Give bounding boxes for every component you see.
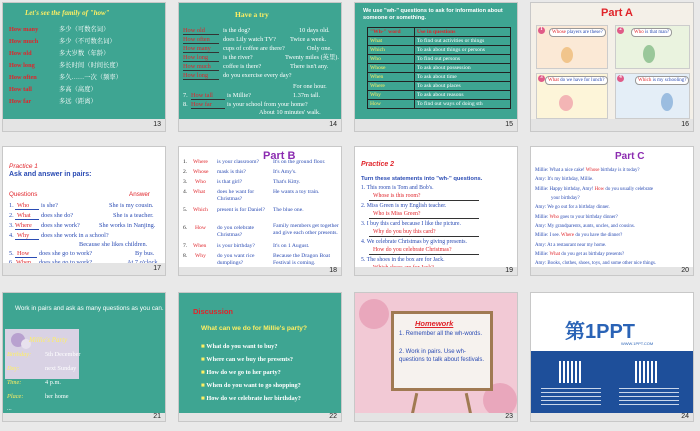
slide-footer (3, 263, 165, 275)
card-title: Millie's Party (29, 336, 68, 344)
answer-blank: Where (193, 159, 208, 165)
slide-footer (531, 119, 693, 131)
question-text: does she work in a school? (41, 232, 109, 239)
slide-number: 20 (681, 267, 689, 274)
slide-footer (355, 413, 517, 421)
table-row: When To ask about time (368, 73, 511, 82)
list-item: ■ Where can we buy the presents? (201, 356, 293, 363)
slide-subtitle: Ask and answer in pairs: (9, 171, 92, 178)
slide-title: Practice 2 (361, 161, 395, 168)
dialogue-line: Amy: My grandparents, aunts, uncles, and cousins. (535, 223, 635, 229)
answer-blank: Why (195, 253, 206, 259)
question-text: does she go to work? (39, 250, 93, 257)
answer-blank: How long (183, 72, 209, 79)
easel-leg (411, 393, 419, 415)
question-text: mask is this? (217, 169, 246, 175)
answer-text: Family members get together and give each other presents. (273, 223, 339, 236)
dialogue-line: Millie: What a nice cake! Whose birthday is it today? (535, 168, 640, 173)
statement-text: 1. This room is Tom and Bob's. (361, 185, 434, 191)
answer-text: Only one. (307, 45, 332, 52)
question-text: present is for Daniel? (217, 207, 265, 213)
slide-title: Let's see the family of "how" (25, 9, 110, 17)
question-text: does he want for Christmas? (217, 189, 255, 202)
statement-text: 2. Miss Green is my English teacher. (361, 203, 447, 209)
answer-blank: Where (15, 222, 32, 229)
question-text: does she work? (41, 222, 80, 229)
answer-text: He wants a toy train. (273, 189, 320, 195)
question-text: is your birthday? (217, 243, 255, 249)
table-row: Whose To ask about possession (368, 64, 511, 73)
answer-text: For one hour. (293, 83, 327, 90)
easel-leg (465, 393, 473, 415)
detail-value: 5th December (45, 351, 81, 358)
detail-key: Birthday: (7, 351, 32, 358)
slide-number: 24 (681, 413, 689, 420)
promo-text-block (619, 387, 679, 405)
slide-intro: We use "wh-" questions to ask for information about someone or something. (363, 8, 503, 21)
question-text: is Millie? (227, 92, 251, 99)
how-row-zh: 多久……一次（频率） (59, 74, 122, 81)
answer-text: Whose is this room? (373, 193, 421, 199)
list-item: ■ How do we celebrate her birthday? (201, 395, 301, 402)
table-row: Who To find out persons (368, 55, 511, 64)
speech-bubble: What do we have for lunch? (545, 76, 608, 85)
list-item: ■ When do you want to go shopping? (201, 382, 301, 389)
detail-key: Time: (7, 379, 22, 386)
promo-text-block (541, 387, 601, 405)
question-text: is the dog? (223, 27, 251, 34)
slide-number: 15 (505, 121, 513, 128)
answer-text: That's Kitty. (273, 179, 301, 185)
slide-intro: Turn these statements into "wh-" questions. (361, 176, 483, 182)
how-row-en: How often (9, 74, 37, 81)
dialogue-line: Millie: What do you get as birthday presents? (535, 251, 625, 257)
dialogue-line: Amy: We go out for a birthday dinner. (535, 205, 610, 211)
list-item: ■ What do you want to buy? (201, 343, 278, 350)
answer-blank: Whose (193, 169, 209, 175)
how-row-en: How tall (9, 86, 32, 93)
slide-subtitle: What can we do for Millie's party? (201, 325, 307, 332)
table-row: Which To ask about things or persons (368, 46, 511, 55)
kid-figure (643, 45, 655, 63)
speech-bubble: Who is that man? (631, 28, 672, 37)
slide-number: 23 (505, 413, 513, 420)
slide-thumbnail-18[interactable]: Part B 1. Where is your classroom? It's on the ground floor. 2. Whose mask is this? It's Amy's. 3. Who is that girl? That's Kitty. 4. What does he want for Christmas? He wants a toy train. 5. Which present is for Daniel? The blue one. 6. How do you celebrate Christmas? Family members get together and give each other presents. 7. When is your birthday? It's on 1 August. 8. Why do you want rice dumplings? Because the Dragon Boat Festival is coming. 18 (178, 146, 342, 276)
answer-text: There isn't any. (290, 63, 329, 70)
logo-url: WWW.1PPT.COM (621, 341, 654, 346)
slide-intro: Work in pairs and ask as many questions as you can. (15, 305, 164, 312)
statement-text: 3. I buy this card because I like the picture. (361, 221, 461, 227)
answer-blank: Why (17, 232, 30, 239)
slide-title: Discussion (193, 307, 234, 316)
answer-blank: Who (17, 202, 30, 209)
dialogue-line: your birthday? (551, 195, 580, 201)
question-text: is your school from your home? (227, 101, 308, 108)
slide-number: 18 (329, 267, 337, 274)
dialogue-line: Amy: It's my birthday, Millie. (535, 177, 594, 183)
slide-title: Part B (263, 150, 296, 162)
speech-bubble: Which is my schooling? (635, 76, 689, 85)
slide-number: 19 (505, 267, 513, 274)
slide-thumbnail-22[interactable] (178, 292, 342, 422)
slide-thumbnail-19[interactable] (354, 146, 518, 276)
column-header: Questions (9, 191, 38, 198)
answer-blank: What (193, 189, 206, 195)
slide-thumbnail-24[interactable] (530, 292, 694, 422)
answer-blank: What (17, 212, 31, 219)
slide-footer (179, 413, 341, 421)
speech-bubble: Whose players are these? (549, 28, 606, 37)
slide-footer (355, 119, 517, 131)
dialogue (535, 166, 693, 268)
how-row-en: How far (9, 98, 32, 105)
list-item: 2. Work in pairs. Use wh-questions to talk about festivals. (399, 349, 485, 363)
table-row: How To find out ways of doing sth (368, 100, 511, 109)
ppt-logo: 第1PPT (565, 321, 636, 343)
answer-blank: When (193, 243, 207, 249)
table-row: Why To ask about reasons (368, 91, 511, 100)
answer-text: Why do you buy this card? (373, 229, 436, 235)
answer-text: It's on the ground floor. (273, 159, 326, 165)
answer-text: It's Amy's. (273, 169, 297, 175)
answer-text: 10 days old. (299, 27, 330, 34)
answer-blank: How often (183, 36, 210, 43)
how-row-zh: 多高（高度） (59, 86, 97, 93)
answer-text: Because the Dragon Boat Festival is coming. (273, 253, 331, 266)
slide-footer (179, 267, 341, 275)
more-ellipsis: ... (7, 405, 12, 412)
answer-blank: How long (183, 54, 209, 61)
answer-blank: How many (183, 45, 211, 52)
table-header: Use in questions (414, 28, 510, 37)
question-text: cups of coffee are there? (223, 45, 285, 52)
answer-blank: Which (193, 207, 208, 213)
qr-code (559, 361, 581, 383)
statement-text: 5. The shoes in the box are for Jack. (361, 257, 445, 263)
slide-footer (3, 119, 165, 131)
slide-footer (531, 413, 693, 421)
question-text: does she do? (41, 212, 74, 219)
answer-text: It's on 1 August. (273, 243, 310, 249)
detail-value: her home (45, 393, 69, 400)
answer-text: Twice a week. (290, 36, 327, 43)
slide-thumbnail-17[interactable]: Practice 1 Ask and answer in pairs: Questions Answer 1. Who is she? She is my cousin. 2. What does she do? She is a teacher. 3. Where does she work? She works in Nanjing. 4. Why does she work in a school? Because she likes children. 5. How does she go to work? By bus. 17 (2, 146, 166, 276)
answer-text: Twenty miles (英里). (285, 54, 339, 61)
kid-figure (559, 95, 573, 111)
slide-footer (3, 413, 165, 421)
how-row-zh: 多少（可数名词） (59, 26, 110, 33)
how-row-zh: 多少（不可数名词） (59, 38, 116, 45)
answer-blank: How (195, 225, 206, 231)
answer-text: Because she likes children. (79, 241, 148, 248)
list-item: 1. Remember all the wh-words. (399, 331, 483, 337)
answer-text: By bus. (135, 250, 155, 257)
answer-blank: How tall (191, 92, 213, 99)
promo-banner (531, 351, 694, 415)
how-row-en: How much (9, 38, 39, 45)
slide-footer (531, 267, 693, 275)
question-text: coffee is there? (223, 63, 262, 70)
answer-text: She is a teacher. (113, 212, 154, 219)
question-text: is the river? (223, 54, 253, 61)
question-text: is she? (41, 202, 58, 209)
answer-blank: How old (183, 27, 205, 34)
dialogue-line: Millie: Happy birthday, Amy! How do you usually celebrate (535, 186, 654, 192)
how-row-en: How long (9, 62, 35, 69)
slide-number: 22 (329, 413, 337, 420)
detail-value: 4 p.m. (45, 379, 61, 386)
slide-title: Part A (601, 7, 633, 19)
question-text: do you want rice dumplings? (217, 253, 255, 266)
dialogue-line: Millie: I see. Where do you have the dinner? (535, 233, 623, 239)
slide-title: Have a try (235, 10, 269, 19)
how-row-zh: 多长时间（时间长度） (59, 62, 122, 69)
slide-thumbnail-14[interactable]: Have a try How old is the dog? 10 days old. How often does Lily watch TV? Twice a week. How many cups of coffee are there? Only one. How long is the river? Twenty miles (英里). How much coffee is there? There isn't any. How long do you exercise every day? For one hour. 7. How tall is Millie? 1.37m tall. 8. How far is your school from your home? About 10 minutes' walk. 14 (178, 2, 342, 132)
how-row-zh: 多远（距离） (59, 98, 97, 105)
slide-footer (179, 119, 341, 131)
slide-number: 14 (329, 121, 337, 128)
answer-text: She works in Nanjing. (99, 222, 156, 229)
wh-word-table (367, 27, 511, 109)
detail-key: Place: (7, 393, 24, 400)
slide-number: 16 (681, 121, 689, 128)
answer-text: The blue one. (273, 207, 304, 213)
slide-thumbnail-21[interactable] (2, 292, 166, 422)
how-row-en: How old (9, 50, 32, 57)
question-text: is that girl? (217, 179, 243, 185)
question-text: do you exercise every day? (223, 72, 292, 79)
slide-thumbnail-15[interactable] (354, 2, 518, 132)
question-text: is your classroom? (217, 159, 259, 165)
qr-code (635, 361, 657, 383)
slide-title: Homework (415, 319, 454, 328)
kid-figure (561, 47, 573, 63)
kid-figure (661, 93, 673, 111)
slide-thumbnail-23[interactable] (354, 292, 518, 422)
answer-text: 1.37m tall. (293, 92, 321, 99)
answer-blank: How (17, 250, 30, 257)
dialogue-line: Amy: At a restaurant near my home. (535, 242, 607, 248)
slide-thumbnail-20[interactable] (530, 146, 694, 276)
detail-value: next Sunday (45, 365, 77, 372)
table-header: "Wh-" word (368, 28, 415, 37)
dialogue-line: Amy: Books, clothes, shoes, toys, and some other nice things. (535, 261, 657, 267)
question-text: do you celebrate Christmas? (217, 225, 254, 238)
how-row-en: How many (9, 26, 39, 33)
detail-key: Day: (7, 365, 20, 372)
slide-footer (355, 267, 517, 275)
slide-title: Practice 1 (9, 163, 38, 170)
answer-text: About 10 minutes' walk. (259, 109, 321, 116)
question-text: does Lily watch TV? (223, 36, 276, 43)
slide-thumbnail-16[interactable]: Part A 1 2 3 4 Whose players are these? Who is that man? What do we have for lunch? Which is my schooling? 16 (530, 2, 694, 132)
slide-number: 21 (153, 413, 161, 420)
column-header: Answer (129, 191, 150, 198)
answer-text: She is my cousin. (109, 202, 154, 209)
statement-text: 4. We celebrate Christmas by giving presents. (361, 239, 467, 245)
answer-text: How do you celebrate Christmas? (373, 247, 452, 253)
table-row: What To find out activities or things (368, 37, 511, 46)
list-item: ■ How do we go to her party? (201, 369, 281, 376)
slide-title: Part C (615, 151, 645, 162)
flower-decoration (359, 299, 389, 329)
table-row: Where To ask about places (368, 82, 511, 91)
answer-text: Who is Miss Green? (373, 211, 421, 217)
slide-thumbnail-13[interactable] (2, 2, 166, 132)
answer-blank: How much (183, 63, 211, 70)
answer-blank: How far (191, 101, 212, 108)
how-row-zh: 多大岁数（年龄） (59, 50, 110, 57)
slide-number: 13 (153, 121, 161, 128)
dialogue-line: Millie: Who goes to your birthday dinner? (535, 214, 618, 220)
answer-blank: Who (195, 179, 206, 185)
slide-number: 17 (153, 265, 161, 272)
